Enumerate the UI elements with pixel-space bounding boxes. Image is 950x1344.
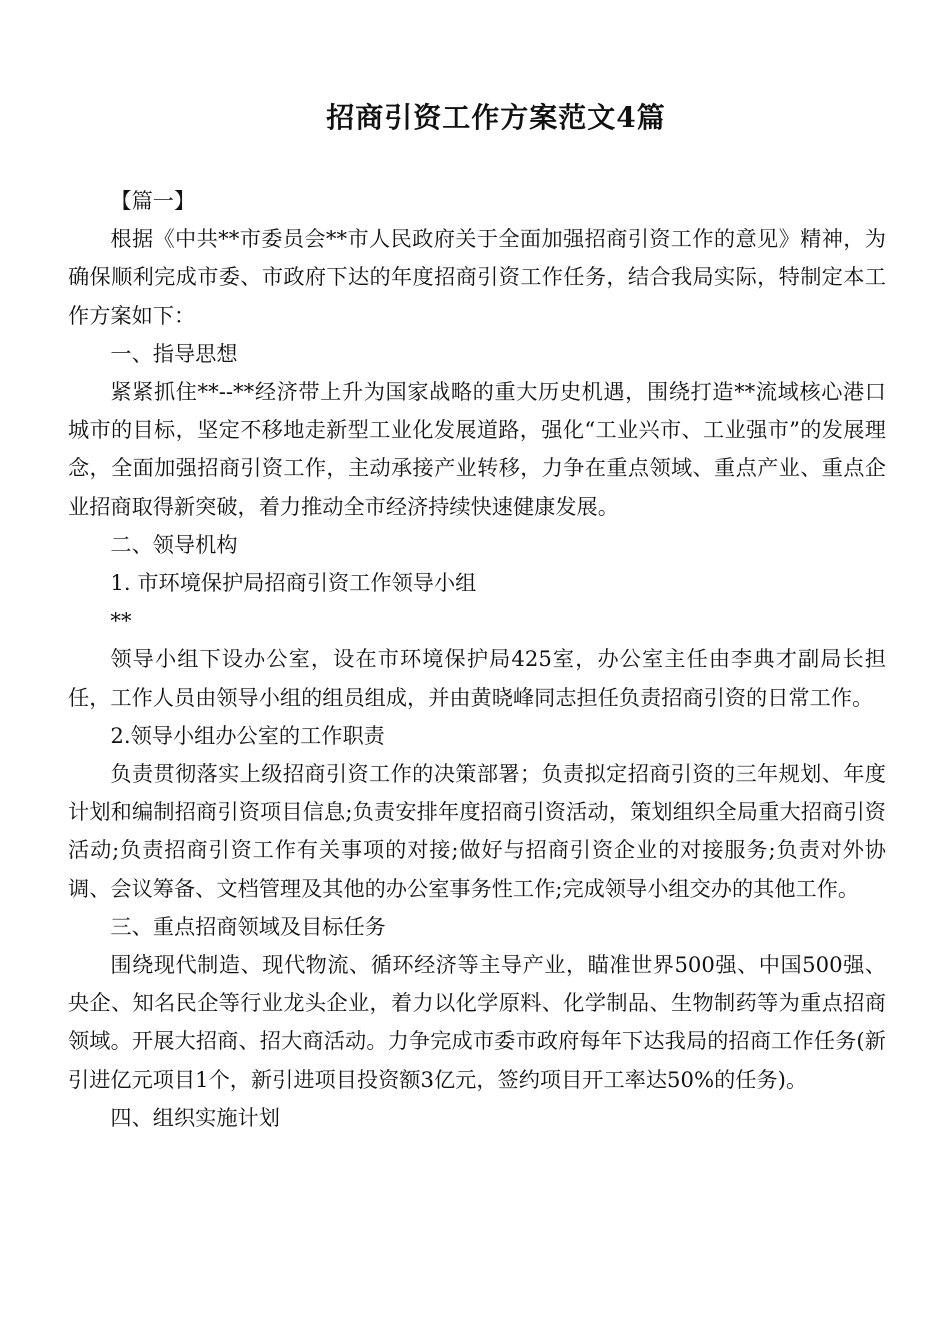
document-title: 招商引资工作方案范文4篇 <box>326 101 666 134</box>
document-body <box>68 182 886 1137</box>
guiding-ideology-paragraph: 紧紧抓住**--**经济带上升为国家战略的重大历史机遇，围绕打造**流域核心港口城市的目标，坚定不移地走新型工业化发展道路，强化“工业兴市、工业强市”的发展理念，全面加强招商引资工作，主动承接产业转移，力争在重点领域、重点产业、重点企业招商取得新突破，着力推动全市经济持续快速健康发展。 <box>68 379 886 519</box>
heading-key-areas: 三、重点招商领域及目标任务 <box>110 913 386 939</box>
subheading-office-duties: 2.领导小组办公室的工作职责 <box>110 722 385 748</box>
office-duties-paragraph: 负责贯彻落实上级招商引资工作的决策部署；负责拟定招商引资的三年规划、年度计划和编制招商引资项目信息;负责安排年度招商引资活动，策划组织全局重大招商引资活动;负责招商引资工作有关事项的对接;做好与招商引资企业的对接服务;负责对外协调、会议筹备、文档管理及其他的办公室事务性工作;完成领导小组交办的其他工作。 <box>68 761 886 901</box>
subheading-leading-group: 1. 市环境保护局招商引资工作领导小组 <box>110 570 477 596</box>
office-paragraph: 领导小组下设办公室，设在市环境保护局425室，办公室主任由李典才副局长担任，工作人员由领导小组的组员组成，并由黄晓峰同志担任负责招商引资的日常工作。 <box>68 646 886 710</box>
heading-implementation-plan: 四、组织实施计划 <box>110 1104 280 1130</box>
section-heading-part-one: 【篇一】 <box>110 188 196 213</box>
key-areas-paragraph: 围绕现代制造、现代物流、循环经济等主导产业，瞄准世界500强、中国500强、央企、知名民企等行业龙头企业，着力以化学原料、化学制品、生物制药等为重点招商领域。开展大招商、招大商活动。力争完成市委市政府每年下达我局的招商工作任务(新引进亿元项目1个，新引进项目投资额3亿元，签约项目开工率达50%的任务)。 <box>68 952 886 1092</box>
intro-paragraph: 根据《中共**市委员会**市人民政府关于全面加强招商引资工作的意见》精神，为确保顺利完成市委、市政府下达的年度招商引资工作任务，结合我局实际，特制定本工作方案如下： <box>68 226 886 328</box>
placeholder-text: ** <box>110 608 132 634</box>
heading-leadership: 二、领导机构 <box>110 531 238 557</box>
heading-guiding-ideology: 一、指导思想 <box>110 340 238 366</box>
